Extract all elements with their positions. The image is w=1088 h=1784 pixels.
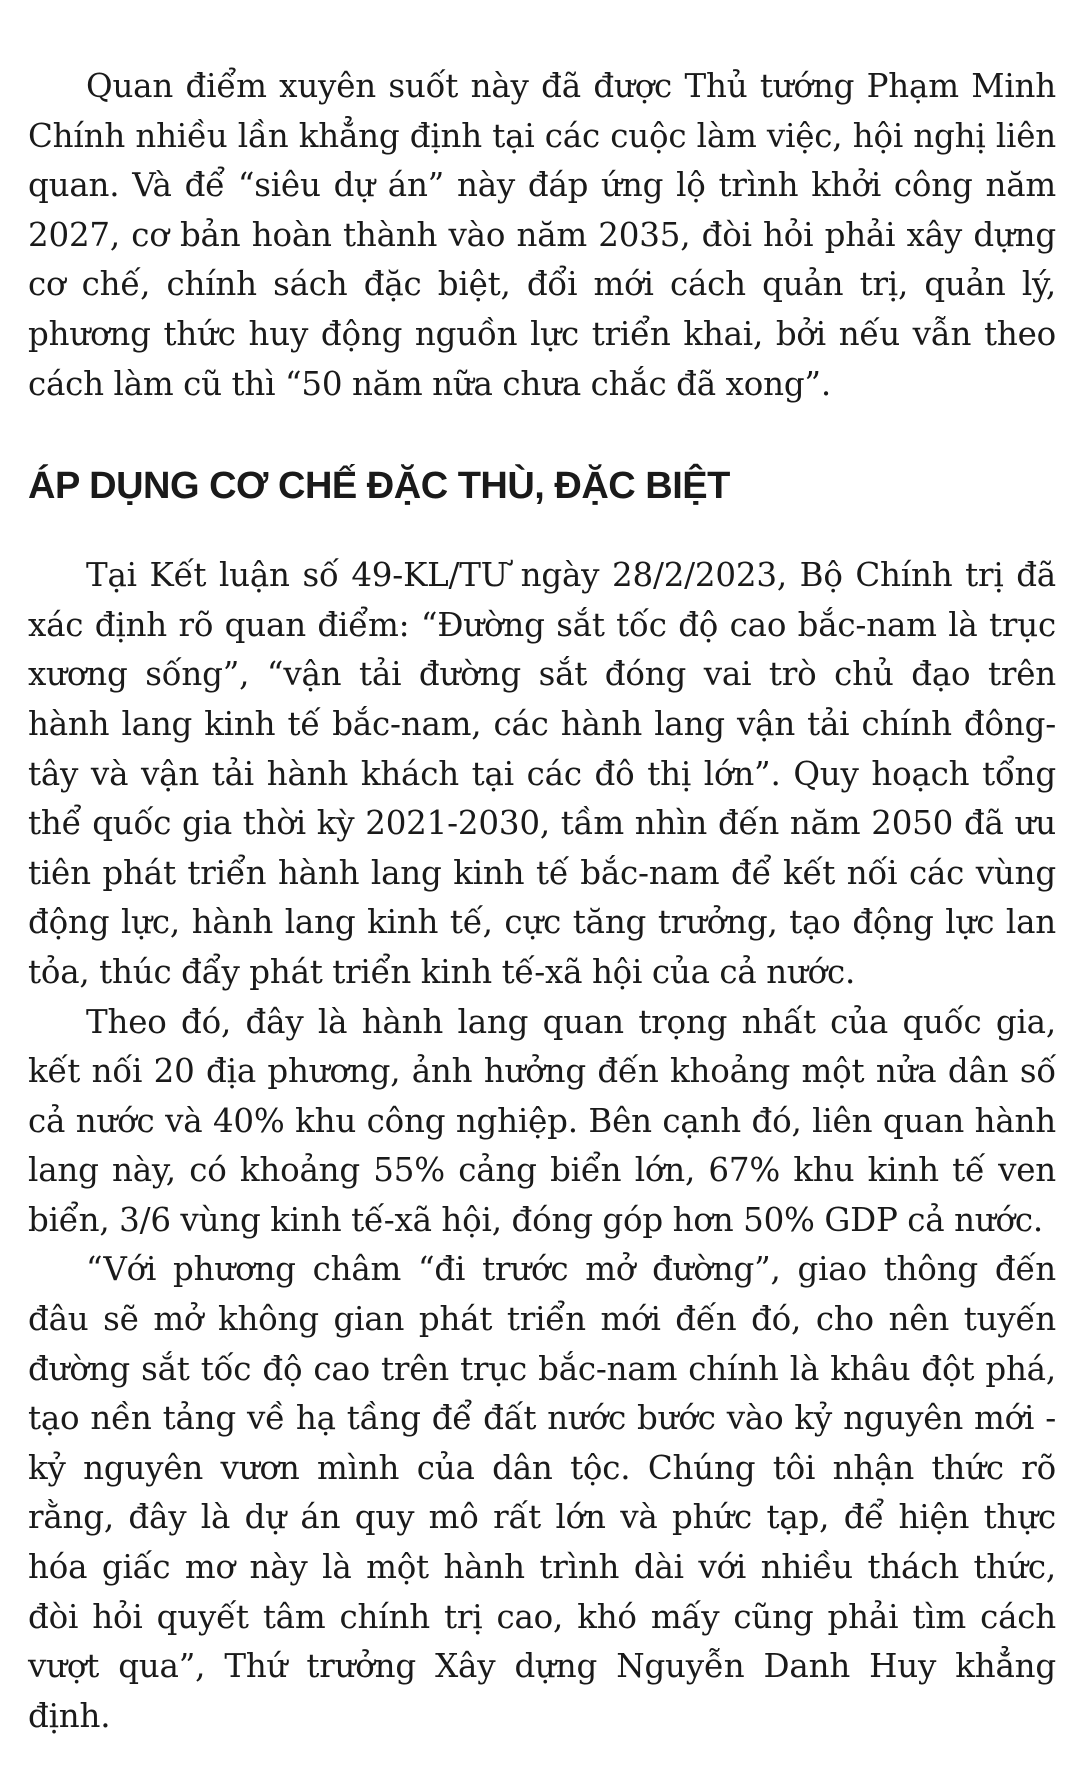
paragraph-2: Tại Kết luận số 49-KL/TƯ ngày 28/2/2023, Bộ Chính trị đã xác định rõ quan điểm: “Đường sắt tốc độ cao bắc-nam là trục xương sống”, “vận tải đường sắt đóng vai trò chủ đạo trên hành lang kinh tế bắc-nam, các hành lang vận tải chính đông-tây và vận tải hành khách tại các đô thị lớn”. Quy hoạch tổng thể quốc gia thời kỳ 2021-2030, tầm nhìn đến năm 2050 đã ưu tiên phát triển hành lang kinh tế bắc-nam để kết nối các vùng động lực, hành lang kinh tế, cực tăng trưởng, tạo động lực lan tỏa, thúc đẩy phát triển kinh tế-xã hội của cả nước. [28,556,1056,991]
paragraph-1: Quan điểm xuyên suốt này đã được Thủ tướng Phạm Minh Chính nhiều lần khẳng định tại các cuộc làm việc, hội nghị liên quan. Và để “siêu dự án” này đáp ứng lộ trình khởi công năm 2027, cơ bản hoàn thành vào năm 2035, đòi hỏi phải xây dựng cơ chế, chính sách đặc biệt, đổi mới cách quản trị, quản lý, phương thức huy động nguồn lực triển khai, bởi nếu vẫn theo cách làm cũ thì “50 năm nữa chưa chắc đã xong”. [28,67,1056,403]
section-heading: ÁP DỤNG CƠ CHẾ ĐẶC THÙ, ĐẶC BIỆT [28,465,730,508]
article-body [28,62,1056,1741]
paragraph-4: “Với phương châm “đi trước mở đường”, giao thông đến đâu sẽ mở không gian phát triển mới đến đó, cho nên tuyến đường sắt tốc độ cao trên trục bắc-nam chính là khâu đột phá, tạo nền tảng về hạ tầng để đất nước bước vào kỷ nguyên mới - kỷ nguyên vươn mình của dân tộc. Chúng tôi nhận thức rõ rằng, đây là dự án quy mô rất lớn và phức tạp, để hiện thực hóa giấc mơ này là một hành trình dài với nhiều thách thức, đòi hỏi quyết tâm chính trị cao, khó mấy cũng phải tìm cách vượt qua”, Thứ trưởng Xây dựng Nguyễn Danh Huy khẳng định. [28,1250,1056,1735]
paragraph-3: Theo đó, đây là hành lang quan trọng nhất của quốc gia, kết nối 20 địa phương, ảnh hưởng đến khoảng một nửa dân số cả nước và 40% khu công nghiệp. Bên cạnh đó, liên quan hành lang này, có khoảng 55% cảng biển lớn, 67% khu kinh tế ven biển, 3/6 vùng kinh tế-xã hội, đóng góp hơn 50% GDP cả nước. [28,1002,1056,1239]
